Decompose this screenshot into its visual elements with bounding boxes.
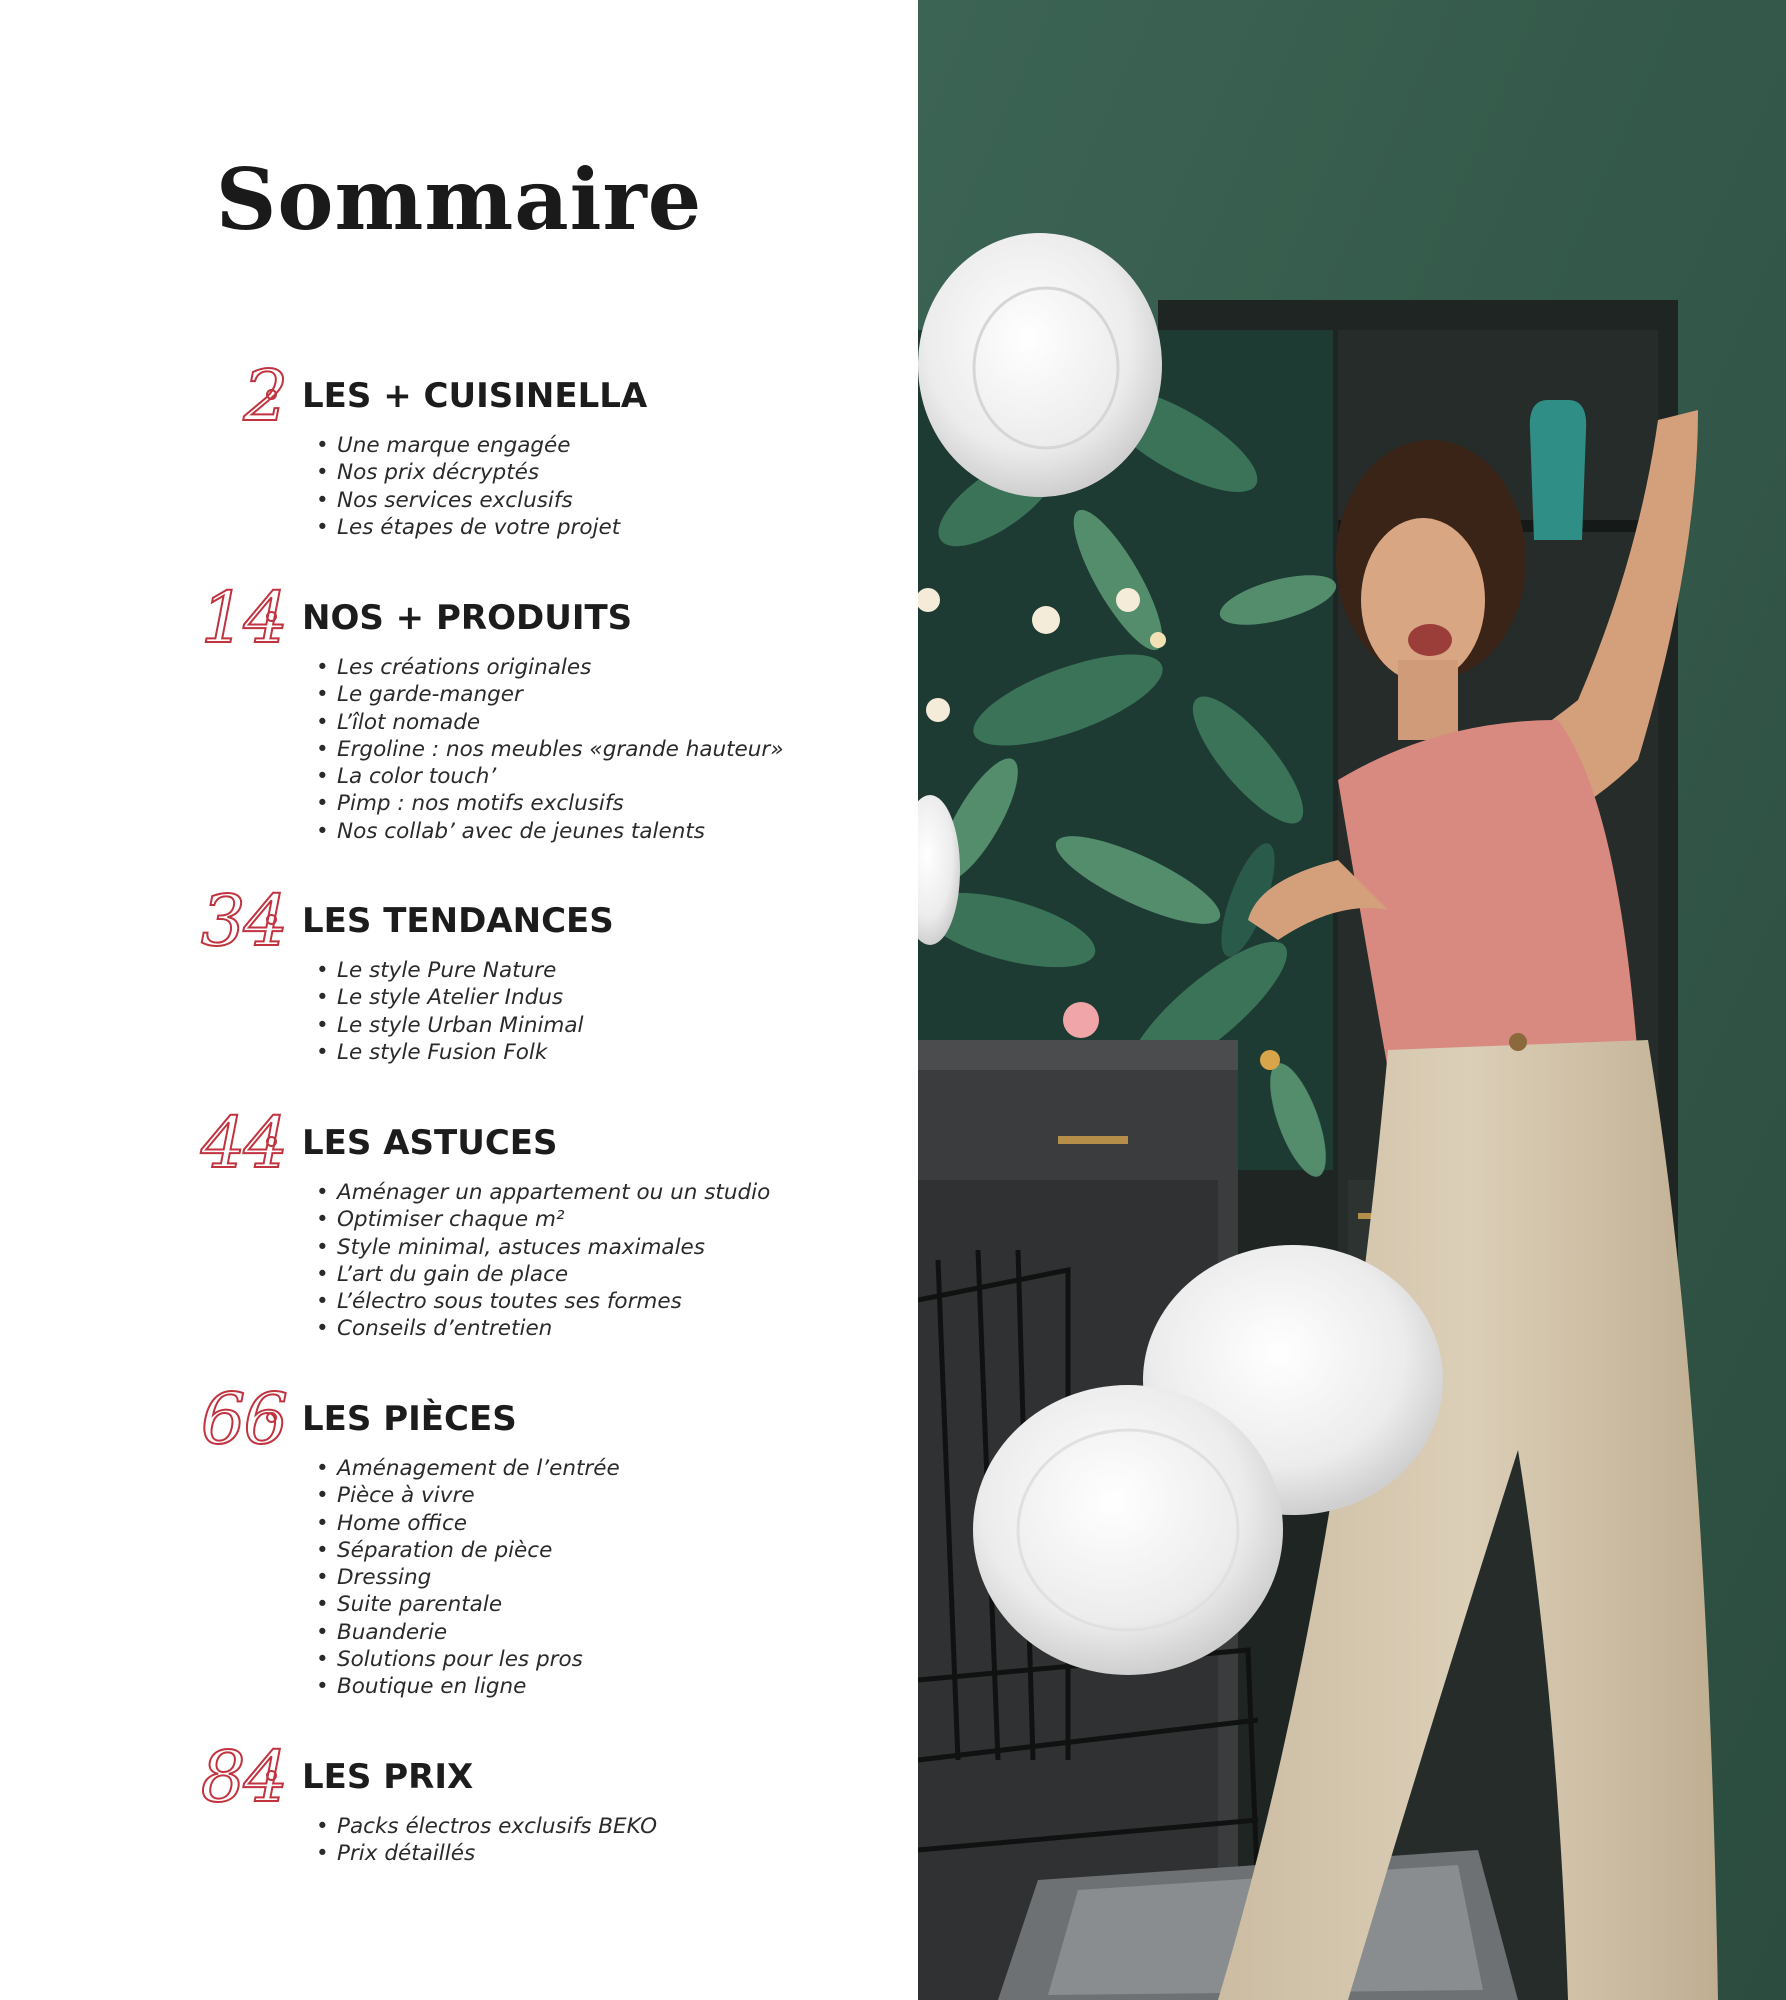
list-item[interactable]: • Prix détaillés — [316, 1840, 1234, 1867]
section-title: LES + CUISINELLA — [302, 376, 648, 416]
bullet-circle-icon — [266, 389, 277, 400]
list-item[interactable]: • Aménagement de l’entrée — [316, 1455, 1234, 1482]
section-page-number: 84 — [200, 1736, 286, 1818]
list-item[interactable]: • Dressing — [316, 1564, 1234, 1591]
kitchen-photo — [918, 0, 1786, 2000]
section-title: LES PIÈCES — [302, 1399, 517, 1439]
toc-section-prix — [0, 1737, 918, 1872]
section-title: LES PRIX — [302, 1757, 474, 1797]
section-header[interactable] — [0, 356, 918, 436]
list-item[interactable]: • Nos services exclusifs — [316, 487, 1234, 514]
section-header[interactable] — [0, 1103, 918, 1183]
list-item[interactable]: • Nos collab’ avec de jeunes talents — [316, 818, 1234, 845]
list-item[interactable]: • L’art du gain de place — [316, 1261, 1234, 1288]
list-item[interactable]: • Pièce à vivre — [316, 1482, 1234, 1509]
list-item[interactable]: • Séparation de pièce — [316, 1537, 1234, 1564]
bullet-circle-icon — [266, 914, 277, 925]
list-item[interactable]: • Le style Fusion Folk — [316, 1039, 1234, 1066]
list-item[interactable]: • Ergoline : nos meubles «grande hauteur» — [316, 736, 1234, 763]
bullet-circle-icon — [266, 611, 277, 622]
list-item[interactable]: • L’îlot nomade — [316, 709, 1234, 736]
bullet-circle-icon — [266, 1770, 277, 1781]
section-header[interactable] — [0, 881, 918, 961]
section-page-number: 2 — [243, 355, 286, 437]
list-item[interactable]: • Solutions pour les pros — [316, 1646, 1234, 1673]
section-header[interactable] — [0, 1379, 918, 1459]
toc-section-produits — [0, 578, 918, 849]
section-page-number: 44 — [200, 1102, 286, 1184]
section-page-number: 34 — [200, 880, 286, 962]
bullet-circle-icon — [266, 1136, 277, 1147]
list-item[interactable]: • Le style Pure Nature — [316, 957, 1234, 984]
toc-section-tendances — [0, 881, 918, 1070]
section-page-number: 14 — [200, 577, 286, 659]
section-header[interactable] — [0, 578, 918, 658]
toc-section-pieces — [0, 1379, 918, 1705]
list-item[interactable]: • Suite parentale — [316, 1591, 1234, 1618]
section-page-number: 66 — [200, 1378, 286, 1460]
list-item[interactable]: • Le style Atelier Indus — [316, 984, 1234, 1011]
toc-section-cuisinella — [0, 356, 918, 545]
list-item[interactable]: • Nos prix décryptés — [316, 459, 1234, 486]
list-item[interactable]: • Conseils d’entretien — [316, 1315, 1234, 1342]
section-title: LES ASTUCES — [302, 1123, 558, 1163]
list-item[interactable]: • Optimiser chaque m² — [316, 1206, 1234, 1233]
kitchen-photo-illustration — [918, 0, 1786, 2000]
list-item[interactable]: • Aménager un appartement ou un studio — [316, 1179, 1234, 1206]
list-item[interactable]: • Packs électros exclusifs BEKO — [316, 1813, 1234, 1840]
section-header[interactable] — [0, 1737, 918, 1817]
section-title: NOS + PRODUITS — [302, 598, 633, 638]
list-item[interactable]: • Le garde-manger — [316, 681, 1234, 708]
list-item[interactable]: • Une marque engagée — [316, 432, 1234, 459]
list-item[interactable]: • L’électro sous toutes ses formes — [316, 1288, 1234, 1315]
toc-section-astuces — [0, 1103, 918, 1347]
list-item[interactable]: • Les créations originales — [316, 654, 1234, 681]
list-item[interactable]: • Boutique en ligne — [316, 1673, 1234, 1700]
section-title: LES TENDANCES — [302, 901, 614, 941]
bullet-circle-icon — [266, 1412, 277, 1423]
list-item[interactable]: • Les étapes de votre projet — [316, 514, 1234, 541]
list-item[interactable]: • Style minimal, astuces maximales — [316, 1234, 1234, 1261]
page-title: Sommaire — [215, 150, 703, 249]
list-item[interactable]: • Buanderie — [316, 1619, 1234, 1646]
list-item[interactable]: • Le style Urban Minimal — [316, 1012, 1234, 1039]
list-item[interactable]: • Pimp : nos motifs exclusifs — [316, 790, 1234, 817]
list-item[interactable]: • Home office — [316, 1510, 1234, 1537]
list-item[interactable]: • La color touch’ — [316, 763, 1234, 790]
